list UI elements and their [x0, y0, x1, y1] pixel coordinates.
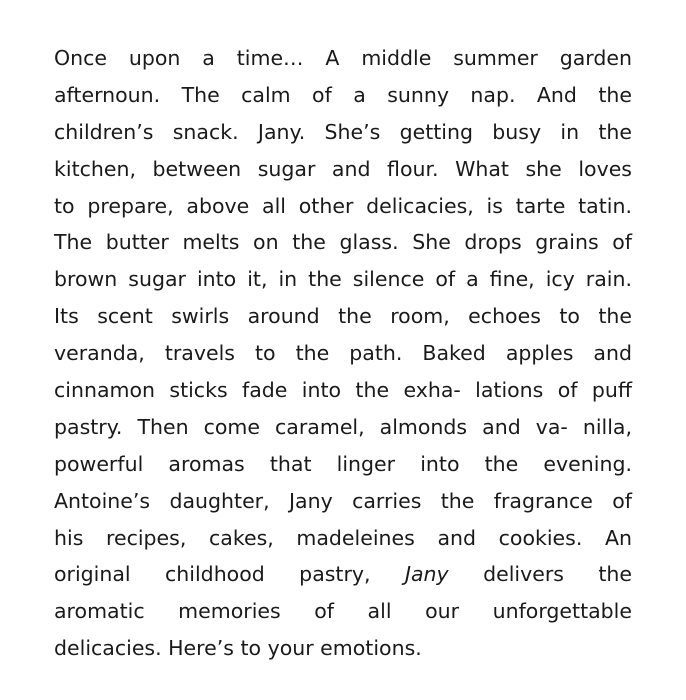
- story-line: kitchen, between sugar and flour. What she loves: [54, 156, 632, 181]
- story-line: Antoine’s daughter, Jany carries the fragrance of: [54, 488, 632, 513]
- story-line: powerful aromas that linger into the evening.: [54, 451, 632, 476]
- story-line: his recipes, cakes, madeleines and cookies. An: [54, 525, 632, 550]
- story-line: pastry. Then come caramel, almonds and va- nilla,: [54, 414, 632, 439]
- story-text: original childhood pastry,: [54, 562, 405, 587]
- story-line: Once upon a time… A middle summer garden: [54, 46, 632, 70]
- story-line: children’s snack. Jany. She’s getting busy in the: [54, 119, 632, 144]
- story-line: cinnamon sticks fade into the exha- lations of puff: [54, 378, 632, 403]
- story-line: aromatic memories of all our unforgettable: [54, 599, 632, 624]
- story-paragraph: [54, 40, 632, 667]
- story-line: brown sugar into it, in the silence of a fine, icy rain.: [54, 267, 632, 292]
- story-line: Its scent swirls around the room, echoes to the: [54, 304, 632, 329]
- story-line: to prepare, above all other delicacies, is tarte tatin.: [54, 193, 632, 218]
- brand-name-italic: Jany: [404, 562, 449, 587]
- story-line: veranda, travels to the path. Baked apples and: [54, 341, 632, 366]
- story-line: The butter melts on the glass. She drops grains of: [54, 230, 632, 255]
- story-line: afternoun. The calm of a sunny nap. And the: [54, 82, 632, 107]
- story-line-last: delicacies. Here’s to your emotions.: [54, 636, 422, 661]
- story-text: delivers the: [448, 562, 632, 587]
- story-line-with-italic: [54, 556, 632, 593]
